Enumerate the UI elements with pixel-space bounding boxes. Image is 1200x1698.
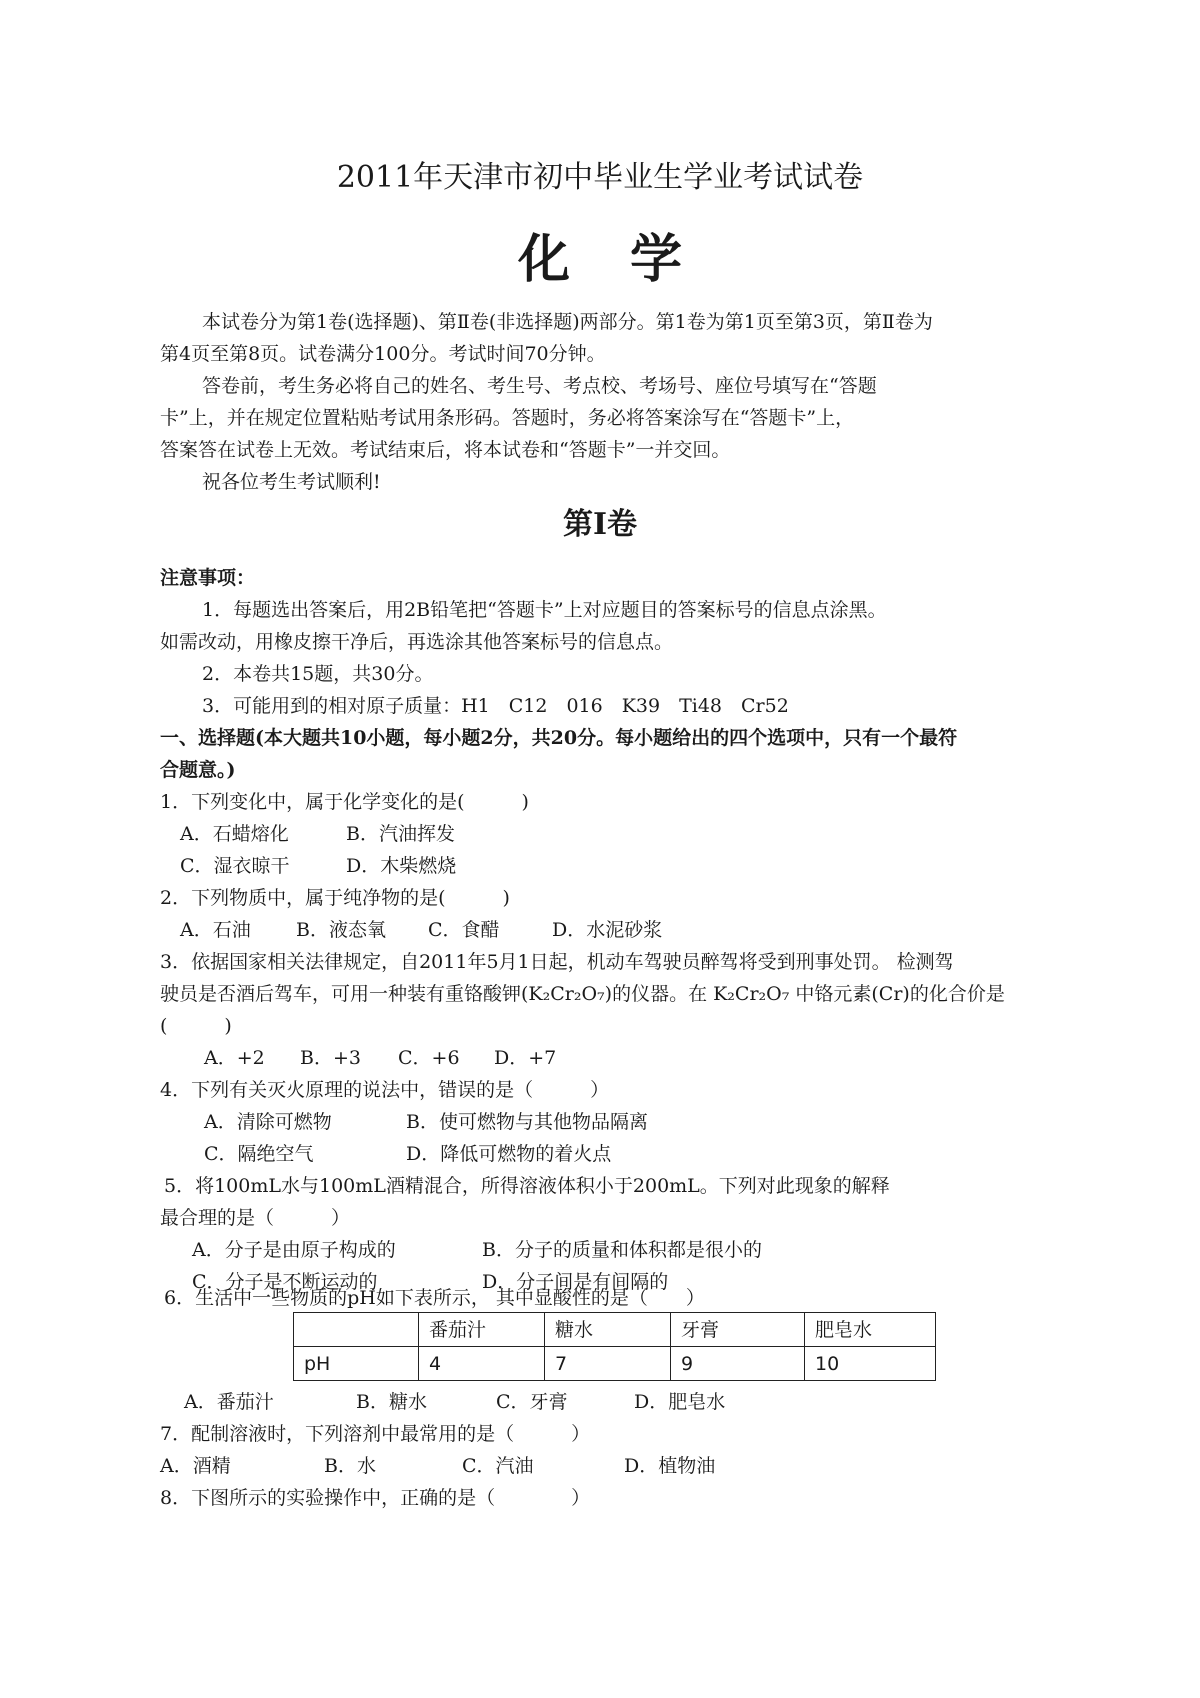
notes-heading: 注意事项： <box>160 567 256 589</box>
question-5-option-d: D．分子间是有间隔的 <box>482 1271 669 1293</box>
question-4-stem: 4．下列有关灭火原理的说法中，错误的是（ ） <box>160 1079 610 1101</box>
question-2-option-d: D．水泥砂浆 <box>552 919 663 941</box>
ph-table-cell: 4 <box>419 1347 545 1381</box>
question-5-stem-line-1: 5．将100mL水与100mL酒精混合，所得溶液体积小于200mL。下列对此现象的解释 <box>164 1175 890 1197</box>
question-3-option-c: C．+6 <box>398 1047 460 1069</box>
question-8-stem: 8．下图所示的实验操作中，正确的是（ ） <box>160 1487 591 1509</box>
section-1-heading-line-2: 合题意。) <box>160 759 236 781</box>
ph-table-header-row <box>294 1313 936 1347</box>
exam-title: 2011年天津市初中毕业生学业考试试卷 <box>336 160 864 195</box>
question-4-option-d: D．降低可燃物的着火点 <box>406 1143 612 1165</box>
question-5-stem-line-2: 最合理的是（ ） <box>160 1207 351 1229</box>
question-4-option-a: A．清除可燃物 <box>204 1111 332 1133</box>
question-5-option-a: A．分子是由原子构成的 <box>192 1239 396 1261</box>
note-1-line-2: 如需改动，用橡皮擦干净后，再选涂其他答案标号的信息点。 <box>160 631 674 653</box>
question-1-option-c: C．湿衣晾干 <box>180 855 290 877</box>
intro-paragraph-1-line-1: 本试卷分为第1卷(选择题)、第Ⅱ卷(非选择题)两部分。第1卷为第1页至第3页，第Ⅱ卷为 <box>202 311 933 333</box>
ph-table-cell: 肥皂水 <box>805 1313 936 1347</box>
subject-title: 化学 <box>517 229 742 290</box>
question-2-option-c: C．食醋 <box>428 919 500 941</box>
question-1-option-b: B．汽油挥发 <box>346 823 455 845</box>
intro-paragraph-2-line-2: 卡”上，并在规定位置粘贴考试用条形码。答题时，务必将答案涂写在“答题卡”上， <box>160 407 855 429</box>
ph-table-cell: 9 <box>671 1347 805 1381</box>
ph-table <box>293 1312 936 1381</box>
question-2-option-a: A．石油 <box>180 919 251 941</box>
question-3-option-a: A．+2 <box>204 1047 265 1069</box>
note-3: 3．可能用到的相对原子质量：H1 C12 016 K39 Ti48 Cr52 <box>202 695 789 717</box>
question-5-option-b: B．分子的质量和体积都是很小的 <box>482 1239 762 1261</box>
question-7-option-b: B．水 <box>324 1455 376 1477</box>
question-1-option-a: A．石蜡熔化 <box>180 823 289 845</box>
ph-table-cell: pH <box>294 1347 419 1381</box>
volume-title: 第Ⅰ卷 <box>562 507 638 542</box>
question-7-stem: 7．配制溶液时，下列溶剂中最常用的是（ ） <box>160 1423 591 1445</box>
question-5-option-c: C．分子是不断运动的 <box>192 1271 378 1293</box>
ph-table-cell: 7 <box>545 1347 671 1381</box>
ph-table-value-row <box>294 1347 936 1381</box>
question-3-stem-line-3: ( ) <box>160 1015 232 1037</box>
ph-table-cell: 糖水 <box>545 1313 671 1347</box>
question-3-stem-line-2: 驶员是否酒后驾车，可用一种装有重铬酸钾(K₂Cr₂O₇)的仪器。在 K₂Cr₂O₇ 中铬元素(Cr)的化合价是 <box>160 983 1005 1005</box>
intro-paragraph-2-line-1: 答卷前，考生务必将自己的姓名、考生号、考点校、考场号、座位号填写在“答题 <box>202 375 877 397</box>
note-1-line-1: 1．每题选出答案后，用2B铅笔把“答题卡”上对应题目的答案标号的信息点涂黑。 <box>202 599 887 621</box>
question-2-option-b: B．液态氧 <box>296 919 386 941</box>
question-6-stem: 6．生活中一些物质的pH如下表所示， 其中显酸性的是（ ） <box>164 1287 705 1309</box>
question-6-option-a: A．番茄汁 <box>184 1391 274 1413</box>
question-6-option-d: D．肥皂水 <box>634 1391 726 1413</box>
question-3-option-d: D．+7 <box>494 1047 557 1069</box>
section-1-heading-line-1: 一、选择题(本大题共10小题，每小题2分，共20分。每小题给出的四个选项中，只有一个最符 <box>160 727 958 749</box>
ph-table-cell: 番茄汁 <box>419 1313 545 1347</box>
question-1-stem: 1．下列变化中，属于化学变化的是( ) <box>160 791 529 813</box>
question-3-option-b: B．+3 <box>300 1047 361 1069</box>
note-2: 2．本卷共15题，共30分。 <box>202 663 434 685</box>
question-7-option-c: C．汽油 <box>462 1455 534 1477</box>
question-1-option-d: D．木柴燃烧 <box>346 855 457 877</box>
question-7-option-d: D．植物油 <box>624 1455 716 1477</box>
ph-table-cell: 牙膏 <box>671 1313 805 1347</box>
question-4-option-b: B．使可燃物与其他物品隔离 <box>406 1111 648 1133</box>
intro-paragraph-3: 祝各位考生考试顺利! <box>202 471 381 493</box>
intro-paragraph-1-line-2: 第4页至第8页。试卷满分100分。考试时间70分钟。 <box>160 343 606 365</box>
ph-table-cell <box>294 1313 419 1347</box>
question-4-option-c: C．隔绝空气 <box>204 1143 314 1165</box>
question-6-option-b: B．糖水 <box>356 1391 427 1413</box>
question-2-stem: 2．下列物质中，属于纯净物的是( ) <box>160 887 510 909</box>
question-7-option-a: A．酒精 <box>160 1455 231 1477</box>
ph-table-cell: 10 <box>805 1347 936 1381</box>
intro-paragraph-2-line-3: 答案答在试卷上无效。考试结束后，将本试卷和“答题卡”一并交回。 <box>160 439 731 461</box>
question-3-stem-line-1: 3．依据国家相关法律规定，自2011年5月1日起，机动车驾驶员醉驾将受到刑事处罚。 检测驾 <box>160 951 954 973</box>
question-6-option-c: C．牙膏 <box>496 1391 568 1413</box>
